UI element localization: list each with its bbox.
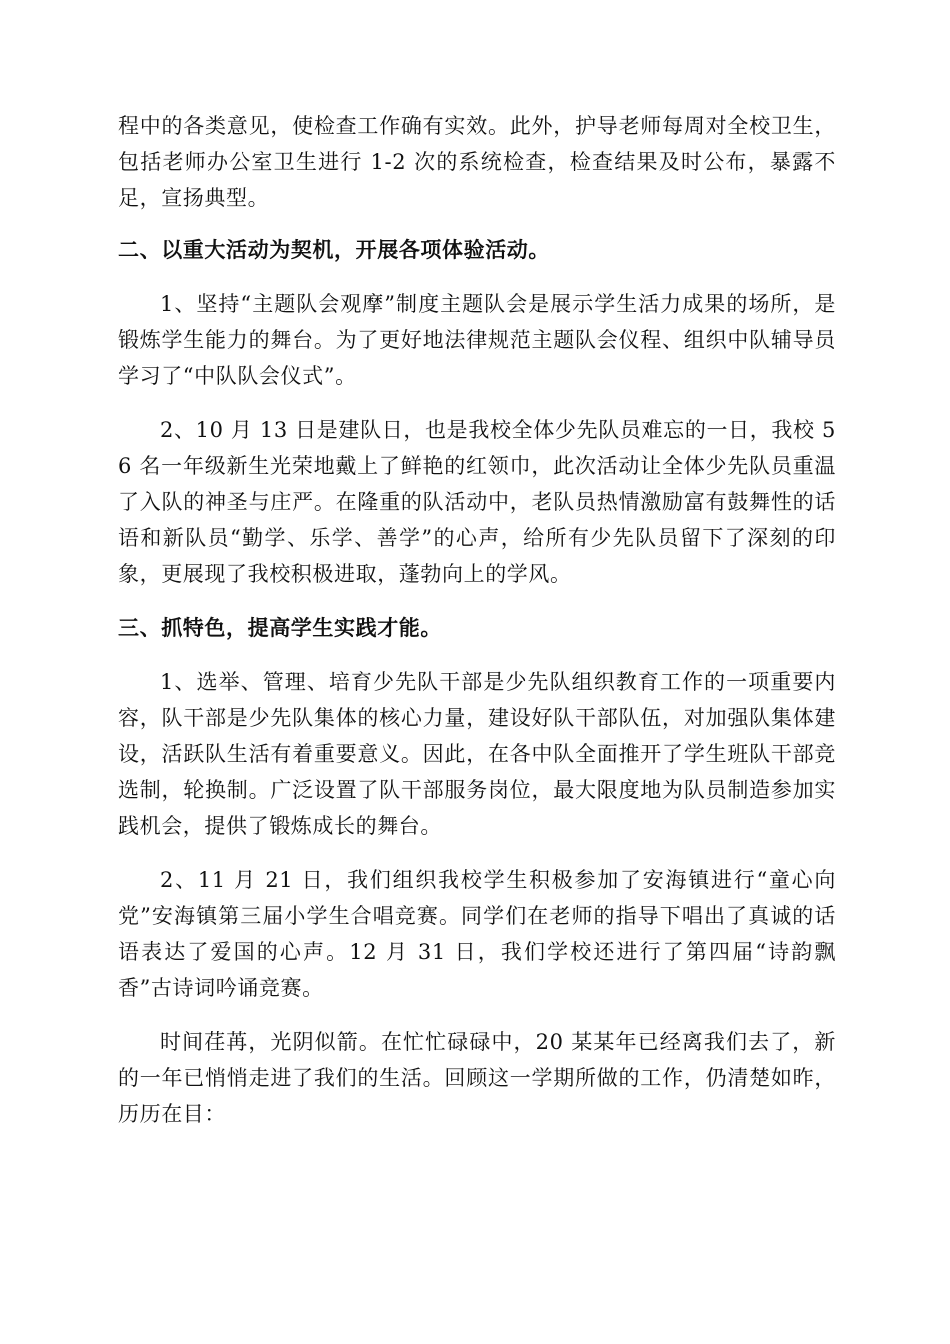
section-3-paragraph-2: 2、11 月 21 日，我们组织我校学生积极参加了安海镇进行“童心向党”安海镇第三届小学生合唱竞赛。同学们在老师的指导下唱出了真诚的话语表达了爱国的心声。12 月 31 日，我们学校还进行了第四届“诗韵飘香”古诗词吟诵竞赛。: [118, 868, 836, 1000]
section-2-paragraph-1: 1、坚持“主题队会观摩”制度主题队会是展示学生活力成果的场所，是锻炼学生能力的舞台。为了更好地法律规范主题队会仪程、组织中队辅导员学习了“中队队会仪式”。: [118, 292, 836, 388]
intro-paragraph: 程中的各类意见，使检查工作确有实效。此外，护导老师每周对全校卫生，包括老师办公室卫生进行 1-2 次的系统检查，检查结果及时公布，暴露不足，宣扬典型。: [118, 114, 836, 210]
section-heading-3: 三、抓特色，提高学生实践才能。: [118, 615, 442, 640]
section-2-paragraph-2: 2、10 月 13 日是建队日，也是我校全体少先队员难忘的一日，我校 56 名一年级新生光荣地戴上了鲜艳的红领巾，此次活动让全体少先队员重温了入队的神圣与庄严。在隆重的队活动中，老队员热情激励富有鼓舞性的话语和新队员“勤学、乐学、善学”的心声，给所有少先队员留下了深刻的印象，更展现了我校积极进取，蓬勃向上的学风。: [118, 418, 836, 586]
section-heading-2: 二、以重大活动为契机，开展各项体验活动。: [118, 237, 550, 262]
document-page: [118, 108, 836, 1132]
section-3-paragraph-1: 1、选举、管理、培育少先队干部是少先队组织教育工作的一项重要内容，队干部是少先队集体的核心力量，建设好队干部队伍，对加强队集体建设，活跃队生活有着重要意义。因此，在各中队全面推开了学生班队干部竞选制，轮换制。广泛设置了队干部服务岗位，最大限度地为队员制造参加实践机会，提供了锻炼成长的舞台。: [118, 670, 836, 838]
closing-paragraph: 时间荏苒，光阴似箭。在忙忙碌碌中，20 某某年已经离我们去了，新的一年已悄悄走进了我们的生活。回顾这一学期所做的工作，仍清楚如昨，历历在目：: [118, 1030, 836, 1126]
